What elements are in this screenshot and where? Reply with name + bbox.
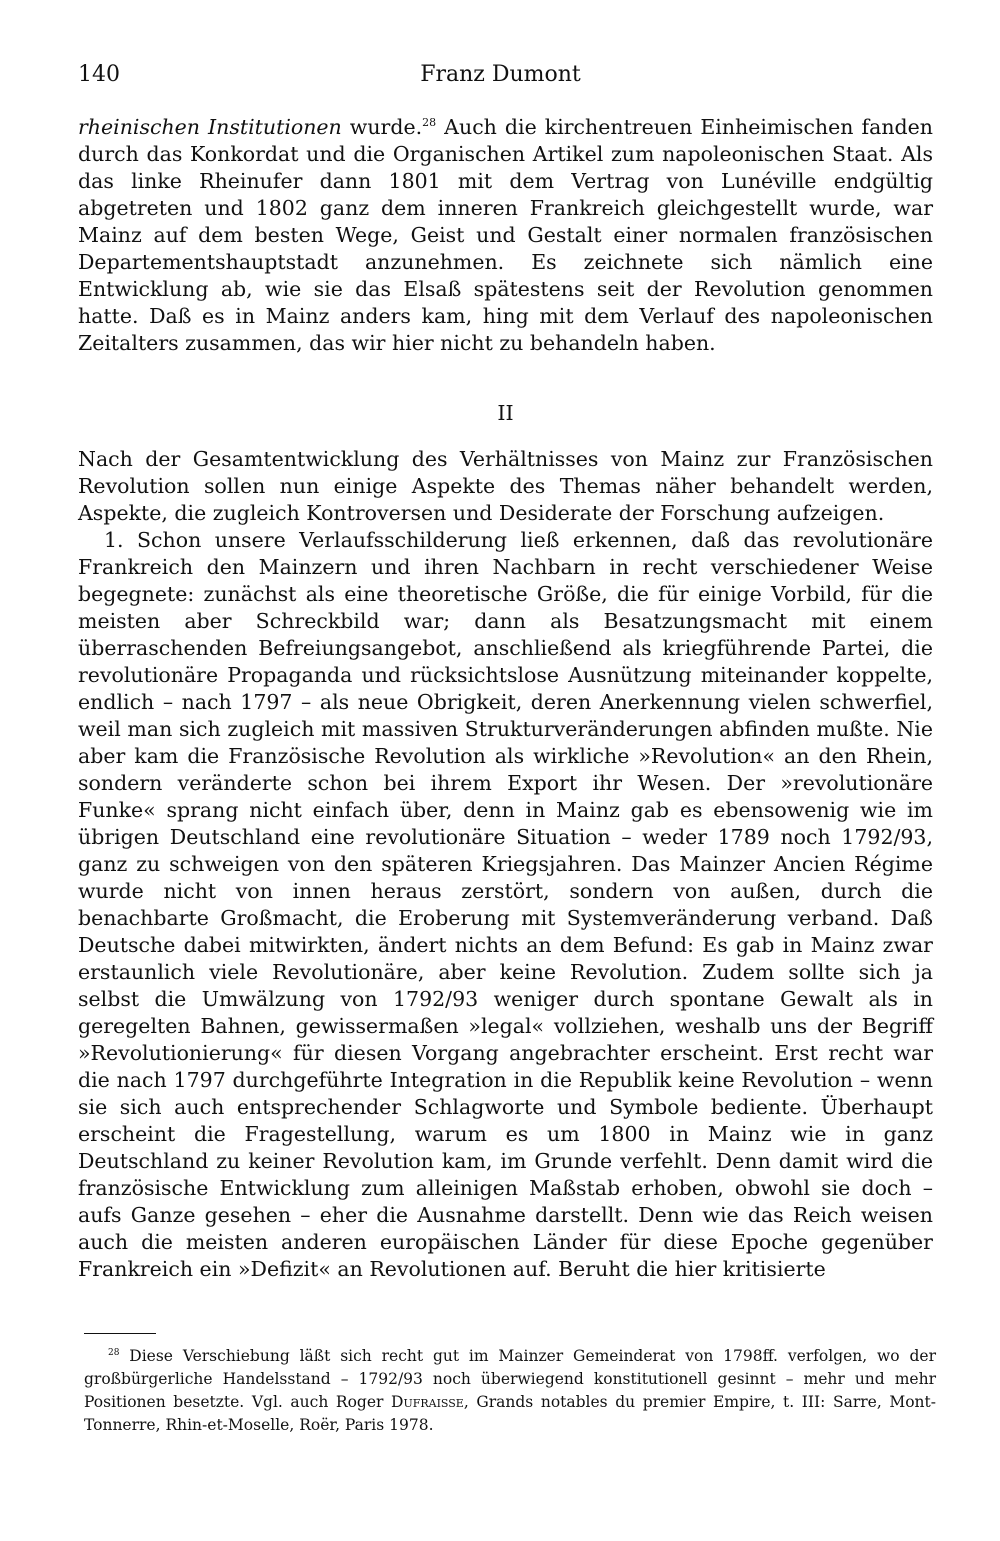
section-heading: II — [497, 401, 514, 425]
footnote-text-a: Diese Verschiebung läßt sich recht gut im Mainzer Gemeinderat von 1798ff. verfolgen, wo der großbürgerliche Handelsstand – 1792/93 noch überwiegend konstitutionell gesinnt – mehr und mehr Positionen besetzte. Vgl. auch Roger — [84, 1347, 936, 1411]
footnote-marker: 28 — [108, 1347, 120, 1358]
page-header — [78, 62, 923, 94]
page-number: 140 — [78, 62, 120, 87]
main-text — [78, 114, 933, 1283]
footnote-ref-28: 28 — [422, 116, 437, 130]
running-head: Franz Dumont — [420, 62, 581, 87]
paragraph-3: 1. Schon unsere Verlaufsschilderung ließ erkennen, daß das revolutionäre Frankreich den Mainzern und ihren Nachbarn in recht verschiedener Weise begegnete: zunächst als eine theoretische Größe, die für einige Vorbild, für die meisten aber Schreckbild war; dann als Besatzungsmacht mit einem überraschenden Befreiungsangebot, anschließend als kriegführende Partei, die revolutionäre Propaganda und rücksichtslose Ausnützung miteinander koppelte, endlich – nach 1797 – als neue Obrigkeit, deren Anerkennung vielen schwerfiel, weil man sich zugleich mit massiven Strukturveränderungen abfinden mußte. Nie aber kam die Französische Revolution als wirkliche »Revolution« an den Rhein, sondern veränderte schon bei ihrem Export ihr Wesen. Der »revolutionäre Funke« sprang nicht einfach über, denn in Mainz gab es ebensowenig wie im übrigen Deutschland eine revolutionäre Situation – weder 1789 noch 1792/93, ganz zu schweigen von den späteren Kriegsjahren. Das Mainzer Ancien Régime wurde nicht von innen heraus zerstört, sondern von außen, durch die benachbarte Großmacht, die Eroberung mit Systemveränderung verband. Daß Deutsche dabei mitwirkten, ändert nichts an dem Befund: Es gab in Mainz zwar erstaunlich viele Revolutionäre, aber keine Revolution. Zudem sollte sich ja selbst die Umwälzung von 1792/93 weniger durch spontane Gewalt als in geregelten Bahnen, gewissermaßen »legal« vollziehen, weshalb uns der Begriff »Revolutionierung« für diesen Vorgang angebrachter erscheint. Erst recht war die nach 1797 durchgeführte Integration in die Republik keine Revolution – wenn sie sich auch entsprechender Schlagworte und Symbole bediente. Überhaupt erscheint die Fragestellung, warum es um 1800 in Mainz wie in ganz Deutschland zu keiner Revolution kam, im Grunde verfehlt. Denn damit wird die französische Entwicklung zum alleinigen Maßstab erhoben, obwohl sie doch – aufs Ganze gesehen – eher die Ausnahme darstellt. Denn wie das Reich weisen auch die meisten anderen europäischen Länder für diese Epoche gegenüber Frankreich ein »Defizit« an Revolutionen auf. Beruht die hier kritisierte — [78, 528, 933, 1281]
italic-phrase: rheinischen Institutionen — [78, 115, 342, 139]
footnote-text-b: , Grands notables du premier Empire, t. III: Sarre, Mont-Tonnerre, Rhin-et-Moselle, Roër, Paris 1978. — [84, 1393, 936, 1434]
paragraph-2: Nach der Gesamtentwicklung des Verhältnisses von Mainz zur Französischen Revolution sollen nun einige Aspekte des Themas näher behandelt werden, Aspekte, die zugleich Kontroversen und Desiderate der Forschung aufzeigen. — [78, 447, 933, 525]
paragraph-1-text-b: Auch die kirchentreuen Einheimischen fanden durch das Konkordat und die Organischen Artikel zum napoleonischen Staat. Als das linke Rheinufer dann 1801 mit dem Vertrag von Lunéville endgültig abgetreten und 1802 ganz dem inneren Frankreich gleichgestellt wurde, war Mainz auf dem besten Wege, Geist und Gestalt einer normalen französischen Departementshauptstadt anzunehmen. Es zeichnete sich nämlich eine Entwicklung ab, wie sie das Elsaß spätestens seit der Revolution genommen hatte. Daß es in Mainz anders kam, hing mit dem Verlauf des napoleonischen Zeitalters zusammen, das wir hier nicht zu behandeln haben. — [78, 115, 933, 355]
footnotes — [84, 1345, 936, 1437]
footnote-divider — [84, 1333, 156, 1334]
footnote-28 — [84, 1345, 936, 1437]
footnote-author: Dufraisse — [391, 1393, 464, 1411]
paragraph-1-text-a: wurde. — [341, 115, 423, 139]
paragraph-1 — [78, 114, 933, 357]
